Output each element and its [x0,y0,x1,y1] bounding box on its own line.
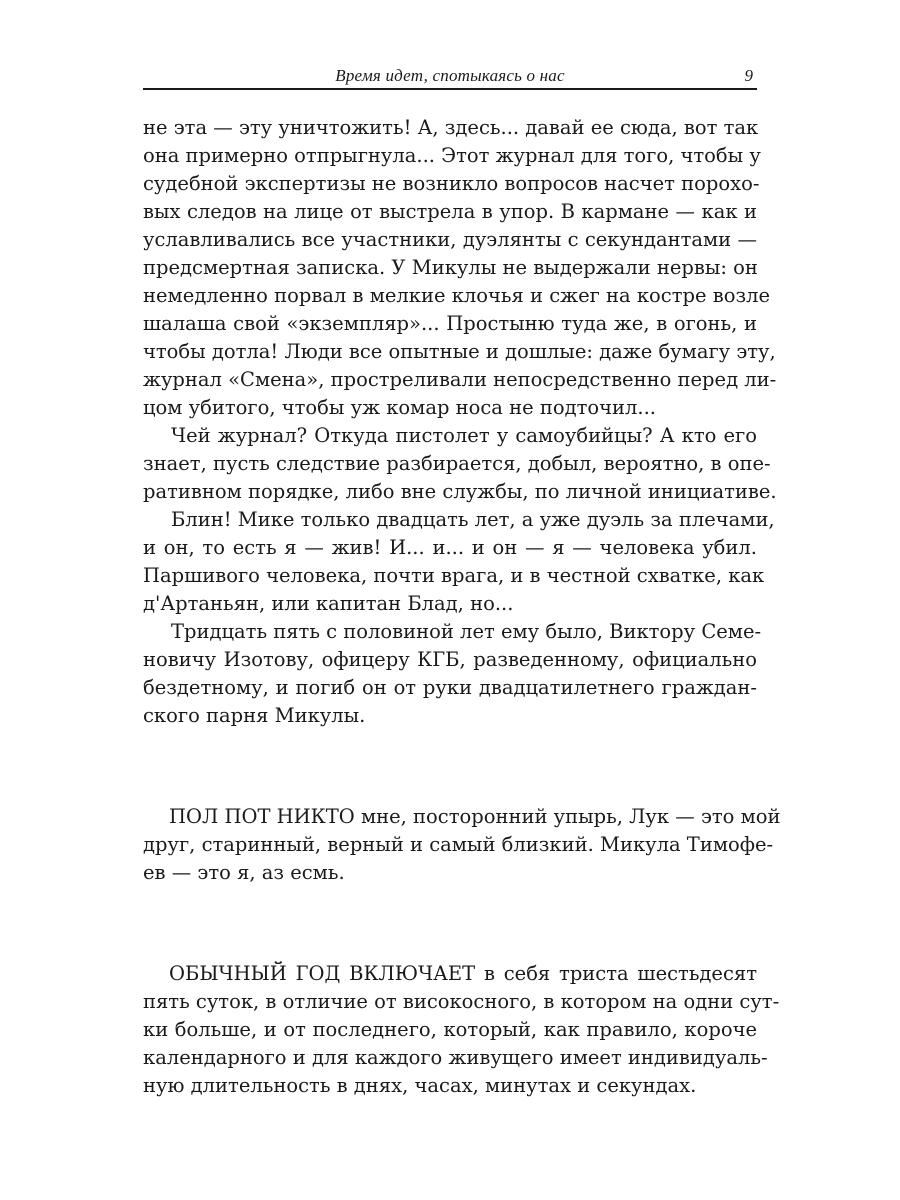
text-line: знает, пусть следствие разбирается, добыл, вероятно, в опе- [143,452,771,475]
text-line: не эта — эту уничтожить! А, здесь... давай ее сюда, вот так [143,116,759,139]
text-line: д'Артаньян, или капитан Блад, но... [143,592,514,615]
text-line: Блин! Мике только двадцать лет, а уже дуэль за плечами, [171,508,775,531]
text-line: вых следов на лице от выстрела в упор. В кармане — как и [143,200,757,223]
text-line: и он, то есть я — жив! И... и... и он — я — человека убил. [143,536,757,559]
running-head [143,62,757,90]
text-line: Паршивого человека, почти врага, и в честной схватке, как [143,564,765,587]
section-break [143,730,757,803]
text-line: бездетному, и погиб он от руки двадцатилетнего граждан- [143,676,757,699]
paragraph-2 [143,422,777,506]
body-text [143,114,781,1100]
text-line: она примерно отпрыгнула... Этот журнал для того, чтобы у [143,144,761,167]
text-line: ского парня Микулы. [143,704,366,727]
text-line: друг, старинный, верный и самый близкий. Микула Тимофе- [143,833,774,856]
paragraph-4 [143,618,762,730]
running-title: Время идет, спотыкаясь о нас [335,66,565,85]
text-line: судебной экспертизы не возникло вопросов насчет порохо- [143,172,760,195]
text-line: Тридцать пять с половиной лет ему было, Виктору Семе- [171,620,762,643]
text-line: немедленно порвал в мелкие клочья и сжег на костре возле [143,284,771,307]
text-line: ев — это я, аз есмь. [143,861,345,884]
text-line: ОБЫЧНЫЙ ГОД ВКЛЮЧАЕТ в себя триста шестьдесят [169,962,757,985]
text-line: цом убитого, чтобы уж комар носа не подточил... [143,396,656,419]
text-line: уславливались все участники, дуэлянты с секундантами — [143,228,757,251]
text-line: чтобы дотла! Люди все опытные и дошлые: даже бумагу эту, [143,340,776,363]
paragraph-6 [143,960,780,1100]
text-line: журнал «Смена», простреливали непосредственно перед ли- [143,368,777,391]
page-number: 9 [744,66,753,85]
text-line: Чей журнал? Откуда пистолет у самоубийцы? А кто его [171,424,757,447]
paragraph-1 [143,114,777,422]
text-line: предсмертная записка. У Микулы не выдержали нервы: он [143,256,758,279]
text-line: пять суток, в отличие от високосного, в котором на одни сут- [143,990,780,1013]
paragraph-3 [143,506,775,618]
text-line: ную длительность в днях, часах, минутах и секундах. [143,1074,697,1097]
section-break [143,887,757,960]
paragraph-5 [143,803,781,887]
text-line: календарного и для каждого живущего имеет индивидуаль- [143,1046,768,1069]
text-line: новичу Изотову, офицеру КГБ, разведенному, официально [143,648,757,671]
text-line: шалаша свой «экземпляр»... Простыню туда же, в огонь, и [143,312,757,335]
text-line: ративном порядке, либо вне службы, по личной инициативе. [143,480,777,503]
text-line: ПОЛ ПОТ НИКТО мне, посторонний упырь, Лук — это мой [169,805,781,828]
text-line: ки больше, и от последнего, который, как правило, короче [143,1018,757,1041]
